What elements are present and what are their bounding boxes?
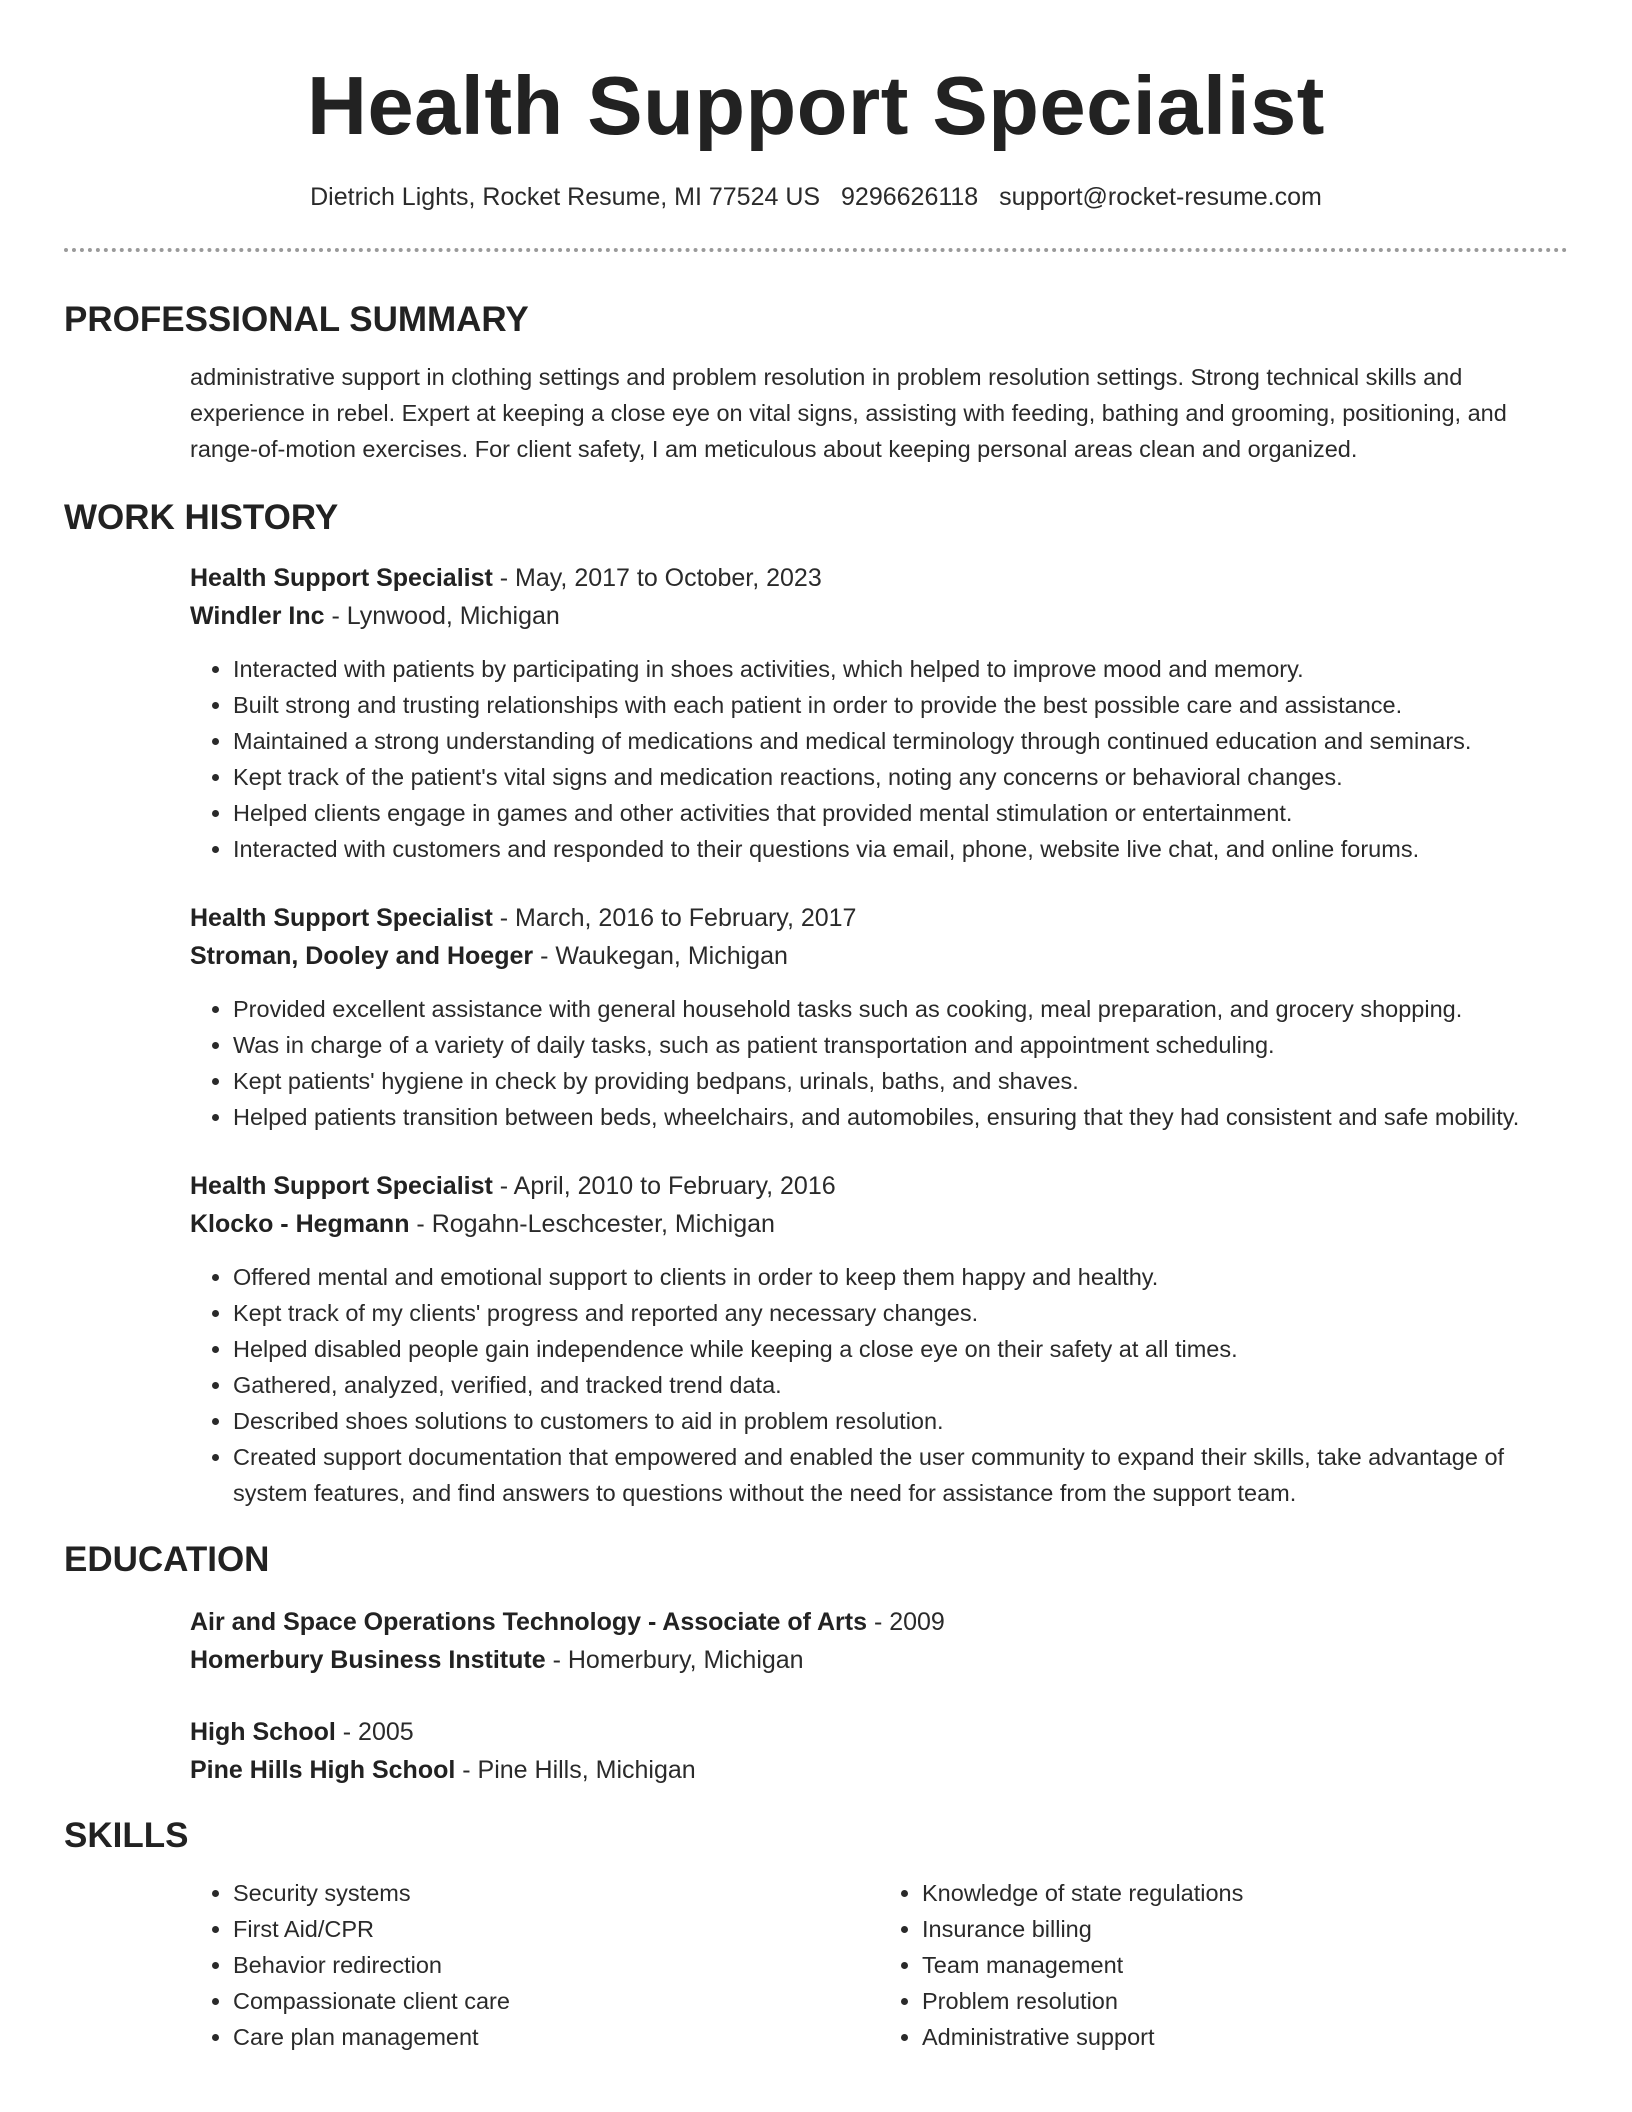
header-divider [64, 248, 1568, 252]
job-entry [190, 1167, 1568, 1511]
list-item: • Offered mental and emotional support to clients in order to keep them happy and healthy. [233, 1259, 1568, 1295]
company-line [190, 597, 1568, 635]
skills-list-left [190, 1875, 879, 2055]
list-item: • Helped disabled people gain independence while keeping a close eye on their safety at all times. [233, 1331, 1568, 1367]
list-item: • Behavior redirection [233, 1947, 879, 1983]
job-bullets [190, 651, 1568, 867]
list-item: • Security systems [233, 1875, 879, 1911]
company-name: Stroman, Dooley and Hoeger [190, 942, 534, 970]
skills-section [190, 1875, 1568, 2055]
work-history-heading: WORK HISTORY [64, 498, 339, 537]
job-title-line [190, 559, 1568, 597]
list-item: • Interacted with patients by participating in shoes activities, which helped to improve mood and memory. [233, 651, 1568, 687]
education-entry [190, 1603, 1568, 1679]
degree-year: - 2005 [335, 1718, 414, 1746]
contact-address: Dietrich Lights, Rocket Resume, MI 77524 US [310, 183, 821, 211]
company-line [190, 1205, 1568, 1243]
job-title-line [190, 1167, 1568, 1205]
list-item: • Gathered, analyzed, verified, and tracked trend data. [233, 1367, 1568, 1403]
company-location: - Lynwood, Michigan [324, 602, 560, 630]
list-item: • Interacted with customers and responded to their questions via email, phone, website live chat, and online forums. [233, 831, 1568, 867]
skills-list-right [879, 1875, 1568, 2055]
job-entry [190, 899, 1568, 1135]
school-line [190, 1751, 1568, 1789]
list-item: • Helped patients transition between beds, wheelchairs, and automobiles, ensuring that they had consistent and safe mobility. [233, 1099, 1568, 1135]
company-location: - Rogahn-Leschcester, Michigan [409, 1210, 775, 1238]
list-item: • Kept patients' hygiene in check by providing bedpans, urinals, baths, and shaves. [233, 1063, 1568, 1099]
contact-line [64, 180, 1568, 214]
contact-email: support@rocket-resume.com [999, 183, 1322, 211]
list-item: • Care plan management [233, 2019, 879, 2055]
list-item: • Was in charge of a variety of daily tasks, such as patient transportation and appointment scheduling. [233, 1027, 1568, 1063]
list-item: • Insurance billing [922, 1911, 1568, 1947]
list-item: • Compassionate client care [233, 1983, 879, 2019]
degree-name: High School [190, 1718, 336, 1746]
job-position: Health Support Specialist [190, 564, 493, 592]
school-location: - Pine Hills, Michigan [455, 1756, 696, 1784]
school-line [190, 1641, 1568, 1679]
job-bullets [190, 1259, 1568, 1511]
school-location: - Homerbury, Michigan [545, 1646, 804, 1674]
job-entry [190, 559, 1568, 867]
skills-heading: SKILLS [64, 1816, 189, 1855]
company-name: Klocko - Hegmann [190, 1210, 410, 1238]
summary-section [190, 359, 1568, 467]
job-bullets [190, 991, 1568, 1135]
degree-name: Air and Space Operations Technology - Associate of Arts [190, 1608, 867, 1636]
job-dates: - May, 2017 to October, 2023 [492, 564, 822, 592]
job-title-line [190, 899, 1568, 937]
summary-heading: PROFESSIONAL SUMMARY [64, 300, 529, 339]
list-item: • Created support documentation that empowered and enabled the user community to expand their skills, take advantage of system features, and find answers to questions without the need for assistance from the support team. [233, 1439, 1568, 1511]
company-name: Windler Inc [190, 602, 325, 630]
school-name: Pine Hills High School [190, 1756, 456, 1784]
list-item: • Helped clients engage in games and other activities that provided mental stimulation or entertainment. [233, 795, 1568, 831]
list-item: • Provided excellent assistance with general household tasks such as cooking, meal preparation, and grocery shopping. [233, 991, 1568, 1027]
job-position: Health Support Specialist [190, 904, 493, 932]
company-line [190, 937, 1568, 975]
job-dates: - April, 2010 to February, 2016 [492, 1172, 836, 1200]
resume-name: Health Support Specialist [307, 59, 1325, 152]
list-item: • Team management [922, 1947, 1568, 1983]
list-item: • Administrative support [922, 2019, 1568, 2055]
job-position: Health Support Specialist [190, 1172, 493, 1200]
degree-line [190, 1603, 1568, 1641]
school-name: Homerbury Business Institute [190, 1646, 546, 1674]
list-item: • Knowledge of state regulations [922, 1875, 1568, 1911]
summary-text: administrative support in clothing settings and problem resolution in problem resolution settings. Strong technical skills and experience in rebel. Expert at keeping a close eye on vital signs, assisting with feeding, bathing and grooming, positioning, and range-of-motion exercises. For client safety, I am meticulous about keeping personal areas clean and organized. [190, 364, 1507, 462]
job-dates: - March, 2016 to February, 2017 [492, 904, 857, 932]
list-item: • Kept track of my clients' progress and reported any necessary changes. [233, 1295, 1568, 1331]
list-item: • Problem resolution [922, 1983, 1568, 2019]
education-heading: EDUCATION [64, 1540, 270, 1579]
list-item: • Built strong and trusting relationships with each patient in order to provide the best possible care and assistance. [233, 687, 1568, 723]
list-item: • Described shoes solutions to customers to aid in problem resolution. [233, 1403, 1568, 1439]
contact-phone: 9296626118 [841, 183, 979, 211]
list-item: • Kept track of the patient's vital signs and medication reactions, noting any concerns or behavioral changes. [233, 759, 1568, 795]
list-item: • Maintained a strong understanding of medications and medical terminology through continued education and seminars. [233, 723, 1568, 759]
company-location: - Waukegan, Michigan [533, 942, 788, 970]
education-entry [190, 1713, 1568, 1789]
degree-year: - 2009 [867, 1608, 945, 1636]
list-item: • First Aid/CPR [233, 1911, 879, 1947]
degree-line [190, 1713, 1568, 1751]
